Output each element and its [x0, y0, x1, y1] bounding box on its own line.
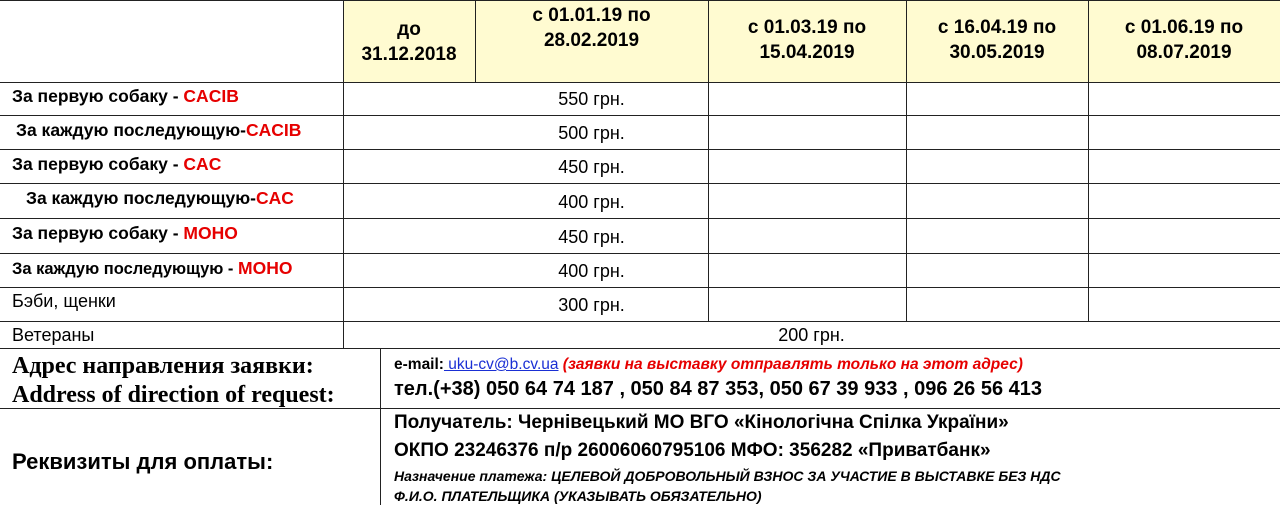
address-title-en: Address of direction of request: — [12, 382, 335, 408]
email-line: e-mail: uku-cv@b.cv.ua (заявки на выставку отправлять только на этот адрес) — [394, 356, 1023, 373]
price-1: 550 грн. — [558, 89, 625, 109]
payment-account: ОКПО 23246376 п/р 26006060795106 МФО: 356282 «Приватбанк» — [394, 440, 991, 461]
row-label-3: За первую собаку - CAC — [12, 154, 222, 174]
row-label-4: За каждую последующую-CAC — [26, 188, 294, 208]
header-col-4: с 16.04.19 по 30.05.2019 — [937, 17, 1057, 63]
price-4: 400 грн. — [558, 192, 625, 212]
payment-payer: Ф.И.О. ПЛАТЕЛЬЩИКА (УКАЗЫВАТЬ ОБЯЗАТЕЛЬНО) — [394, 488, 762, 504]
email-link[interactable]: uku-cv@b.cv.ua — [443, 356, 559, 373]
price-2: 500 грн. — [558, 123, 625, 143]
row-label-6: За каждую последующую - MOHO — [12, 258, 293, 278]
grid-v-3 — [708, 0, 709, 321]
price-6: 400 грн. — [558, 261, 625, 281]
header-col-5: с 01.06.19 по 08.07.2019 — [1124, 17, 1244, 63]
phones: тел.(+38) 050 64 74 187 , 050 84 87 353, 050 67 39 933 , 096 26 56 413 — [394, 378, 1043, 400]
row-label-1: За первую собаку - CACIB — [12, 86, 239, 106]
row-label-5: За первую собаку - MOHO — [12, 223, 238, 243]
price-veterans: 200 грн. — [778, 325, 845, 345]
grid-h-8 — [0, 348, 1280, 349]
header-col-2: с 01.01.19 по 28.02.2019 — [532, 5, 651, 51]
grid-v-5 — [1088, 0, 1089, 321]
payment-title: Реквизиты для оплаты: — [12, 449, 274, 474]
grid-h-9 — [0, 408, 1280, 409]
price-5: 450 грн. — [558, 227, 625, 247]
header-col-1: до 31.12.2018 — [361, 19, 457, 65]
grid-h-7 — [0, 321, 1280, 322]
grid-v-2 — [475, 0, 476, 82]
grid-v-1 — [343, 0, 344, 348]
row-label-veterans: Ветераны — [12, 325, 95, 345]
row-label-7: Бэби, щенки — [12, 291, 116, 311]
price-3: 450 грн. — [558, 157, 625, 177]
grid-v-4 — [906, 0, 907, 321]
grid-v-6 — [380, 348, 381, 505]
payment-recipient: Получатель: Чернівецький МО ВГО «Кінологічна Спілка України» — [394, 412, 1009, 433]
header-col-3: с 01.03.19 по 15.04.2019 — [747, 17, 867, 63]
payment-purpose: Назначение платежа: ЦЕЛЕВОЙ ДОБРОВОЛЬНЫЙ ВЗНОС ЗА УЧАСТИЕ В ВЫСТАВКЕ БЕЗ НДС — [394, 468, 1061, 484]
row-label-2: За каждую последующую-CACIB — [16, 120, 302, 140]
address-title-ru: Адрес направления заявки: — [12, 353, 314, 379]
price-7: 300 грн. — [558, 295, 625, 315]
